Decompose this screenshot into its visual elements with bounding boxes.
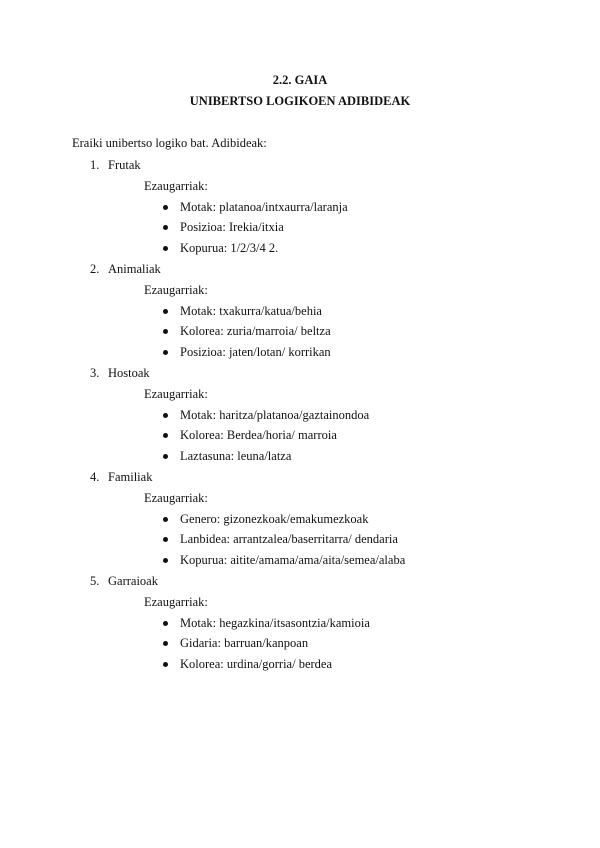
bullet-text: Gidaria: barruan/kanpoan — [180, 636, 309, 651]
bullet-item — [0, 509, 600, 530]
bullet-icon — [163, 329, 168, 334]
bullet-item — [0, 238, 600, 259]
bullet-text: Kolorea: Berdea/horia/ marroia — [180, 428, 337, 443]
bullet-text: Posizioa: Irekia/itxia — [180, 220, 284, 235]
bullet-item — [0, 654, 600, 675]
list-item-number: 5. — [90, 573, 100, 588]
bullet-item — [0, 405, 600, 426]
features-label: Ezaugarriak: — [144, 386, 208, 401]
bullet-item — [0, 446, 600, 467]
list-item-number: 2. — [90, 261, 100, 276]
bullet-text: Genero: gizonezkoak/emakumezkoak — [180, 511, 369, 526]
bullet-icon — [163, 558, 168, 563]
bullet-icon — [163, 621, 168, 626]
bullet-icon — [163, 225, 168, 230]
list-item-label: Familiak — [108, 469, 153, 484]
bullet-text: Motak: platanoa/intxaurra/laranja — [180, 199, 348, 214]
bullet-icon — [163, 350, 168, 355]
list-item-number: 1. — [90, 158, 100, 172]
list-item-number: 4. — [90, 469, 100, 484]
list-item — [0, 571, 600, 675]
bullet-text: Posizioa: jaten/lotan/ korrikan — [180, 345, 331, 360]
list-item-label: Animaliak — [108, 261, 161, 276]
bullet-item — [0, 217, 600, 238]
list-item-heading — [0, 155, 600, 176]
bullet-icon — [163, 205, 168, 210]
bullet-icon — [163, 454, 168, 459]
bullet-item — [0, 321, 600, 342]
list-item-heading — [0, 467, 600, 488]
bullet-icon — [163, 413, 168, 418]
bullet-item — [0, 425, 600, 446]
bullet-icon — [163, 309, 168, 314]
features-label: Ezaugarriak: — [144, 178, 208, 193]
bullet-icon — [163, 641, 168, 646]
list-item — [0, 363, 600, 467]
bullet-text: Kopurua: aitite/amama/ama/aita/semea/alaba — [180, 553, 406, 568]
lesson-title: UNIBERTSO LOGIKOEN ADIBIDEAK — [189, 94, 411, 108]
bullet-text: Kolorea: zuria/marroia/ beltza — [180, 324, 331, 339]
bullet-icon — [163, 537, 168, 542]
list-item-label: Hostoak — [108, 365, 150, 380]
list-item-heading — [0, 571, 600, 592]
bullet-text: Motak: hegazkina/itsasontzia/kamioia — [180, 615, 370, 630]
features-label: Ezaugarriak: — [144, 282, 208, 297]
list-item — [0, 259, 600, 363]
features-label: Ezaugarriak: — [144, 594, 208, 609]
list-item-label: Frutak — [108, 158, 141, 172]
bullet-icon — [163, 433, 168, 438]
bullet-icon — [163, 246, 168, 251]
intro-text: Eraiki unibertso logiko bat. Adibideak: — [72, 136, 267, 150]
bullet-item — [0, 633, 600, 654]
list-item — [0, 467, 600, 571]
bullet-item — [0, 529, 600, 550]
bullet-text: Laztasuna: leuna/latza — [180, 449, 292, 464]
bullet-item — [0, 197, 600, 218]
bullet-text: Motak: haritza/platanoa/gaztainondoa — [180, 407, 370, 422]
bullet-item — [0, 301, 600, 322]
list-item-heading — [0, 259, 600, 280]
bullet-text: Motak: txakurra/katua/behia — [180, 303, 322, 318]
bullet-item — [0, 613, 600, 634]
features-label: Ezaugarriak: — [144, 490, 208, 505]
list-item — [0, 155, 600, 259]
bullet-text: Kolorea: urdina/gorria/ berdea — [180, 657, 333, 672]
bullet-icon — [163, 662, 168, 667]
bullet-item — [0, 342, 600, 363]
bullet-text: Lanbidea: arrantzalea/baserritarra/ dendaria — [180, 532, 398, 547]
bullet-icon — [163, 517, 168, 522]
list-item-heading — [0, 363, 600, 384]
document-heading — [0, 70, 600, 112]
examples-list — [0, 155, 600, 675]
bullet-item — [0, 550, 600, 571]
lesson-number: 2.2. GAIA — [272, 73, 328, 87]
list-item-label: Garraioak — [108, 573, 158, 588]
list-item-number: 3. — [90, 365, 100, 380]
bullet-text: Kopurua: 1/2/3/4 2. — [180, 241, 279, 256]
